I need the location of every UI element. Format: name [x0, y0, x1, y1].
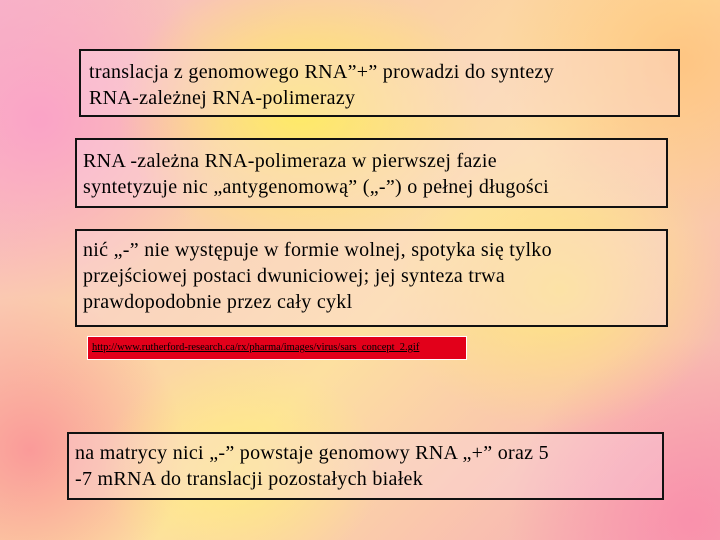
text-line: przejściowej postaci dwuniciowej; jej synteza trwa: [83, 265, 506, 287]
text-line: RNA -zależna RNA-polimeraza w pierwszej fazie: [83, 150, 497, 172]
text-line: -7 mRNA do translacji pozostałych białek: [75, 468, 424, 490]
text-line: nić „-” nie występuje w formie wolnej, spotyka się tylko: [83, 239, 552, 261]
text-box-translation: [79, 49, 680, 117]
source-link-box[interactable]: [87, 336, 467, 360]
text-box-mrna: [67, 432, 664, 500]
text-box-polymerase: [75, 138, 668, 208]
text-line: translacja z genomowego RNA”+” prowadzi do syntezy: [89, 61, 555, 83]
text-box-minus-strand: [75, 229, 668, 327]
text-line: syntetyzuje nic „antygenomową” („-”) o pełnej długości: [83, 176, 550, 198]
source-link[interactable]: http://www.rutherford-research.ca/rx/pharma/images/virus/sars_concept_2.gif: [92, 342, 420, 353]
text-line: na matrycy nici „-” powstaje genomowy RNA „+” oraz 5: [75, 442, 549, 464]
text-line: prawdopodobnie przez cały cykl: [83, 291, 353, 313]
text-line: RNA-zależnej RNA-polimerazy: [89, 87, 356, 109]
